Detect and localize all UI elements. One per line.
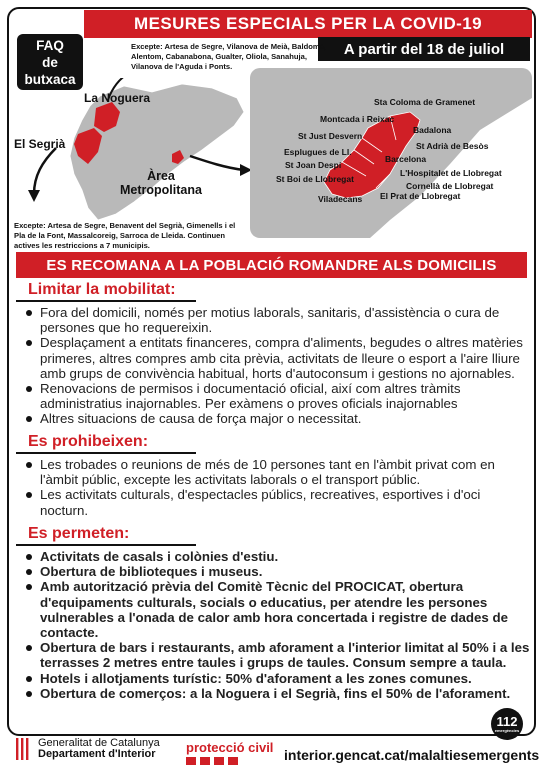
bullet-icon: [26, 645, 32, 651]
mun-montcada: Montcada i Reixac: [320, 114, 395, 124]
label-noguera: La Noguera: [84, 91, 151, 105]
list-item-text: Renovacions de permisos i documentació oficial, així com altres tràmits administratius inajornables. Per exàmens o proves oficials inajornables: [40, 381, 461, 412]
bullet-icon: [26, 569, 32, 575]
faq-line2: de: [42, 54, 58, 70]
bullet-icon: [26, 492, 32, 498]
label-area-line1: Àrea: [147, 169, 175, 183]
exception-noguera: Excepte: Artesa de Segre, Vilanova de Meià, Baldomà, Alentom, Cabanabona, Gualter, Oliola, Sanahuja, Vilanova de l'Aguda i Ponts.: [131, 42, 326, 71]
date-badge: A partir del 18 de juliol: [318, 37, 530, 61]
list-item-text: Desplaçament a entitats financeres, compra d'aliments, begudes o altres matèries primeres, altres compres amb cita prèvia, activitats de lleure o esport a l'aire lliure amb grups de convivència habitual, horts d'autoconsum i gestions no ajornables.: [40, 335, 523, 381]
bullet-icon: [26, 462, 32, 468]
list-item: [16, 381, 532, 411]
list-item: [16, 457, 532, 487]
list-item: [16, 411, 532, 426]
gencat-text: [38, 738, 160, 760]
mun-barcelona: Barcelona: [385, 154, 427, 164]
list-item-text: Fora del domicili, només per motius laborals, sanitaris, d'assistència o cura de persones que ho requereixin.: [40, 305, 500, 336]
list-item: [16, 579, 532, 640]
arrow-to-segria: [34, 148, 56, 194]
bullet-icon: [26, 386, 32, 392]
list-item-text: Altres situacions de causa de força major o necessitat.: [40, 411, 362, 427]
list-item: [16, 487, 532, 517]
recommendation-banner: ES RECOMANA A LA POBLACIÓ ROMANDRE ALS DOMICILIS: [16, 252, 527, 278]
mun-sta-coloma: Sta Coloma de Gramenet: [374, 97, 476, 107]
page-title: MESURES ESPECIALS PER LA COVID-19: [84, 10, 532, 38]
proteccio-civil-logo: [186, 740, 273, 765]
list-item-text: Obertura de bars i restaurants, amb aforament a l'interior limitat al 50% i a les terrasses 2 metres entre taules i grups de taules. Consum sempre a taula.: [40, 640, 530, 671]
section-heading: Es permeten:: [16, 524, 196, 546]
mun-st-joan: St Joan Despí: [285, 160, 342, 170]
list-item: [16, 640, 532, 670]
arrow-to-area: [190, 156, 244, 170]
mun-viladecans: Viladecans: [318, 194, 363, 204]
section-prohibeixen: [16, 432, 532, 518]
footer-url[interactable]: interior.gencat.cat/malaltiesemergents: [284, 747, 540, 763]
bullet-icon: [26, 676, 32, 682]
mun-st-adria: St Adrià de Besòs: [416, 141, 489, 151]
emergency-sub: emergències: [494, 727, 520, 733]
section-limitar: [16, 280, 532, 427]
senyera-icon: [14, 738, 32, 760]
emergency-number: 112: [496, 713, 518, 729]
gencat-logo: [14, 738, 160, 760]
faq-line1: FAQ: [36, 37, 64, 53]
bullet-icon: [26, 340, 32, 346]
label-segria: El Segrià: [14, 137, 66, 151]
list-item-text: Les trobades o reunions de més de 10 persones tant en l'àmbit privat com en l'àmbit públic, excepte les activitats laborals o el transport públic.: [40, 457, 495, 488]
bullet-icon: [26, 691, 32, 697]
list-item: [16, 564, 532, 579]
bullet-icon: [26, 554, 32, 560]
mun-el-prat: El Prat de Llobregat: [380, 191, 461, 201]
section-list: [16, 457, 532, 518]
list-item: [16, 335, 532, 381]
exception-segria: Excepte: Artesa de Segre, Benavent del Segrià, Gimenells i el Pla de la Font, Massalcoreig, Sarroca de Lleida. Continuen actives les restriccions a 7 municipis.: [14, 221, 236, 250]
bullet-icon: [26, 416, 32, 422]
mun-esplugues: Esplugues de Ll.: [284, 147, 352, 157]
section-list: [16, 305, 532, 427]
proteccio-civil-bars-icon: [186, 757, 273, 765]
mun-badalona: Badalona: [413, 125, 452, 135]
bullet-icon: [26, 584, 32, 590]
mun-st-just: St Just Desvern: [298, 131, 363, 141]
proteccio-civil-name: protecció civil: [186, 740, 274, 755]
list-item-text: Obertura de biblioteques i museus.: [40, 564, 263, 580]
list-item: [16, 671, 532, 686]
section-heading: Es prohibeixen:: [16, 432, 196, 454]
label-area-metropolitana: [120, 169, 202, 197]
list-item-text: Obertura de comerços: a la Noguera i el Segrià, fins el 50% de l'aforament.: [40, 685, 511, 701]
list-item-text: Les activitats culturals, d'espectacles públics, recreatives, esportives i d'oci nocturn.: [40, 487, 481, 518]
list-item: [16, 549, 532, 564]
bullet-icon: [26, 310, 32, 316]
faq-line3: butxaca: [24, 71, 76, 87]
list-item: [16, 686, 532, 701]
section-list: [16, 549, 532, 701]
section-heading: Limitar la mobilitat:: [16, 280, 196, 302]
gencat-line2: Departament d'Interior: [38, 748, 156, 760]
mun-cornella: Cornellà de Llobregat: [406, 181, 494, 191]
list-item-text: Activitats de casals i colònies d'estiu.: [40, 549, 279, 564]
arrow-head-segria: [28, 190, 40, 202]
label-area-line2: Metropolitana: [120, 183, 202, 197]
emergency-112-badge: [491, 708, 523, 740]
mun-st-boi: St Boi de Llobregat: [276, 174, 354, 184]
list-item-text: Amb autorització prèvia del Comitè Tècnic del PROCICAT, obertura d'equipaments culturals, socials o educatius, per atendre les persones vulnerables a l'onada de calor amb hora concertada i registre de dades de contacte.: [40, 579, 508, 641]
mun-hospitalet: L'Hospitalet de Llobregat: [400, 168, 502, 178]
gencat-line1: Generalitat de Catalunya: [38, 737, 160, 749]
section-permeten: [16, 524, 532, 701]
list-item-text: Hotels i allotjaments turístic: 50% d'aforament a les zones comunes.: [40, 670, 472, 686]
list-item: [16, 305, 532, 335]
